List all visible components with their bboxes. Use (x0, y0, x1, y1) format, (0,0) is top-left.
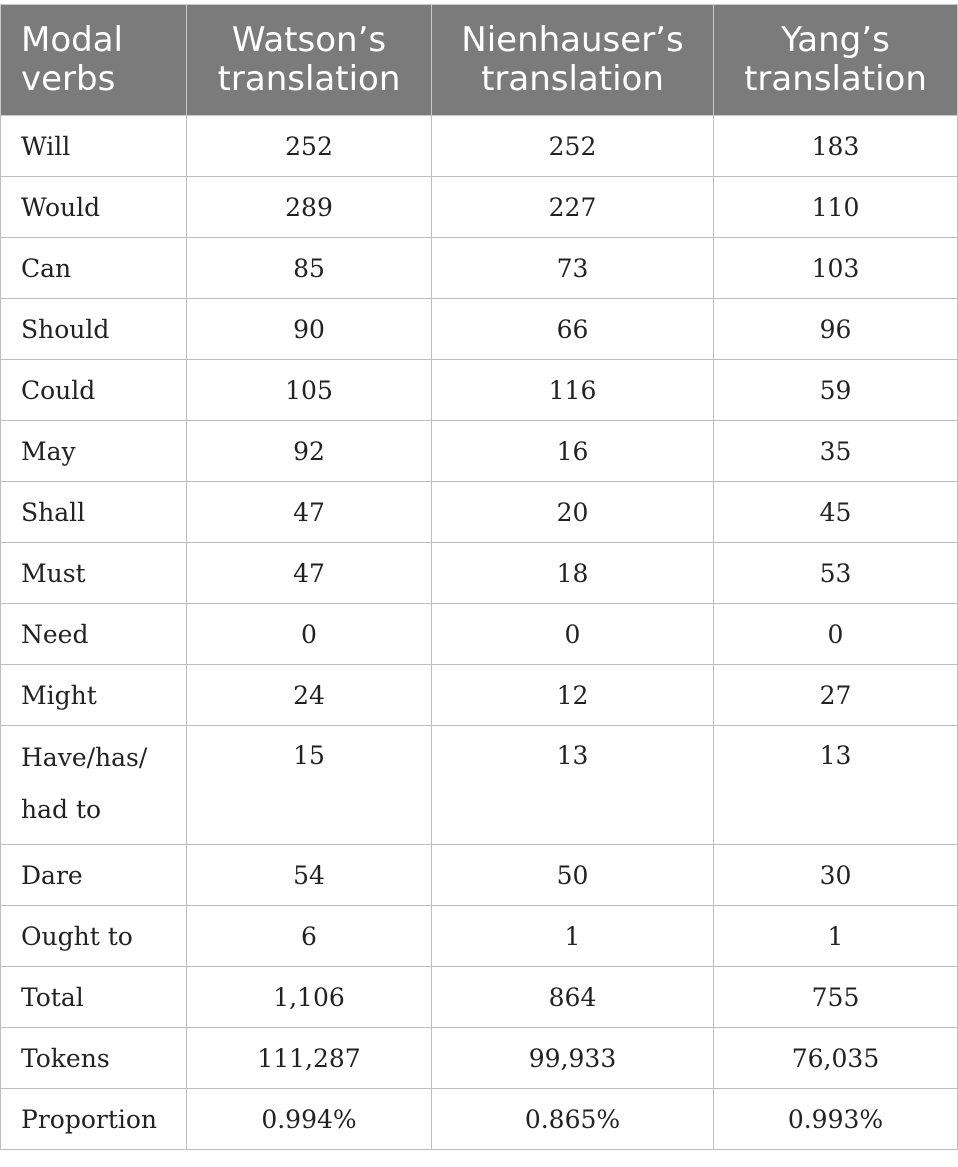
yang-value: 45 (714, 482, 958, 543)
watson-value: 1,106 (187, 967, 432, 1028)
yang-value: 53 (714, 543, 958, 604)
row-label-line: Have/has/ (21, 743, 148, 772)
row-label: Might (1, 665, 187, 726)
nienhauser-value: 13 (432, 726, 714, 845)
nienhauser-value: 20 (432, 482, 714, 543)
row-label: Could (1, 360, 187, 421)
table-row (1, 1089, 958, 1150)
row-label: Can (1, 238, 187, 299)
watson-value: 24 (187, 665, 432, 726)
yang-value: 27 (714, 665, 958, 726)
table-row (1, 543, 958, 604)
yang-value: 59 (714, 360, 958, 421)
watson-value: 47 (187, 543, 432, 604)
watson-value: 0 (187, 604, 432, 665)
table-row (1, 604, 958, 665)
watson-value: 15 (187, 726, 432, 845)
watson-value: 252 (187, 116, 432, 177)
nienhauser-value: 73 (432, 238, 714, 299)
header-line: verbs (21, 59, 116, 99)
watson-value: 289 (187, 177, 432, 238)
watson-value: 90 (187, 299, 432, 360)
header-line: Nienhauser’s (461, 20, 684, 60)
row-label: Tokens (1, 1028, 187, 1089)
table-row (1, 177, 958, 238)
watson-value: 47 (187, 482, 432, 543)
row-label: Ought to (1, 906, 187, 967)
table-row (1, 238, 958, 299)
yang-value: 1 (714, 906, 958, 967)
header-watson (187, 5, 432, 116)
nienhauser-value: 66 (432, 299, 714, 360)
header-line: translation (744, 59, 927, 99)
table-row (1, 906, 958, 967)
table-row (1, 1028, 958, 1089)
yang-value: 76,035 (714, 1028, 958, 1089)
yang-value: 103 (714, 238, 958, 299)
header-line: translation (481, 59, 664, 99)
header-line: Yang’s (781, 20, 890, 60)
row-label: Shall (1, 482, 187, 543)
watson-value: 105 (187, 360, 432, 421)
yang-value: 13 (714, 726, 958, 845)
table-row (1, 845, 958, 906)
header-modal-verbs (1, 5, 187, 116)
nienhauser-value: 0.865% (432, 1089, 714, 1150)
nienhauser-value: 864 (432, 967, 714, 1028)
nienhauser-value: 1 (432, 906, 714, 967)
watson-value: 0.994% (187, 1089, 432, 1150)
modal-verbs-table (0, 4, 958, 1150)
nienhauser-value: 227 (432, 177, 714, 238)
watson-value: 6 (187, 906, 432, 967)
yang-value: 755 (714, 967, 958, 1028)
nienhauser-value: 252 (432, 116, 714, 177)
nienhauser-value: 50 (432, 845, 714, 906)
table-row (1, 299, 958, 360)
table-row (1, 360, 958, 421)
watson-value: 111,287 (187, 1028, 432, 1089)
row-label: Should (1, 299, 187, 360)
row-label: Dare (1, 845, 187, 906)
row-label: Need (1, 604, 187, 665)
yang-value: 30 (714, 845, 958, 906)
header-line: Watson’s (231, 20, 387, 60)
yang-value: 0 (714, 604, 958, 665)
nienhauser-value: 18 (432, 543, 714, 604)
row-label (1, 726, 187, 845)
header-row (1, 5, 958, 116)
table-row (1, 665, 958, 726)
row-label: Total (1, 967, 187, 1028)
header-nienhauser (432, 5, 714, 116)
header-line: Modal (21, 20, 123, 60)
table-row (1, 116, 958, 177)
header-line: translation (217, 59, 401, 99)
yang-value: 96 (714, 299, 958, 360)
nienhauser-value: 99,933 (432, 1028, 714, 1089)
nienhauser-value: 0 (432, 604, 714, 665)
table-row (1, 967, 958, 1028)
row-label: Proportion (1, 1089, 187, 1150)
row-label: Would (1, 177, 187, 238)
header-yang (714, 5, 958, 116)
row-label: Must (1, 543, 187, 604)
table-row (1, 482, 958, 543)
yang-value: 0.993% (714, 1089, 958, 1150)
row-label-line: had to (21, 795, 102, 824)
nienhauser-value: 16 (432, 421, 714, 482)
table-row (1, 726, 958, 845)
watson-value: 92 (187, 421, 432, 482)
table-row (1, 421, 958, 482)
row-label: May (1, 421, 187, 482)
yang-value: 183 (714, 116, 958, 177)
watson-value: 54 (187, 845, 432, 906)
yang-value: 110 (714, 177, 958, 238)
nienhauser-value: 116 (432, 360, 714, 421)
row-label: Will (1, 116, 187, 177)
watson-value: 85 (187, 238, 432, 299)
yang-value: 35 (714, 421, 958, 482)
nienhauser-value: 12 (432, 665, 714, 726)
